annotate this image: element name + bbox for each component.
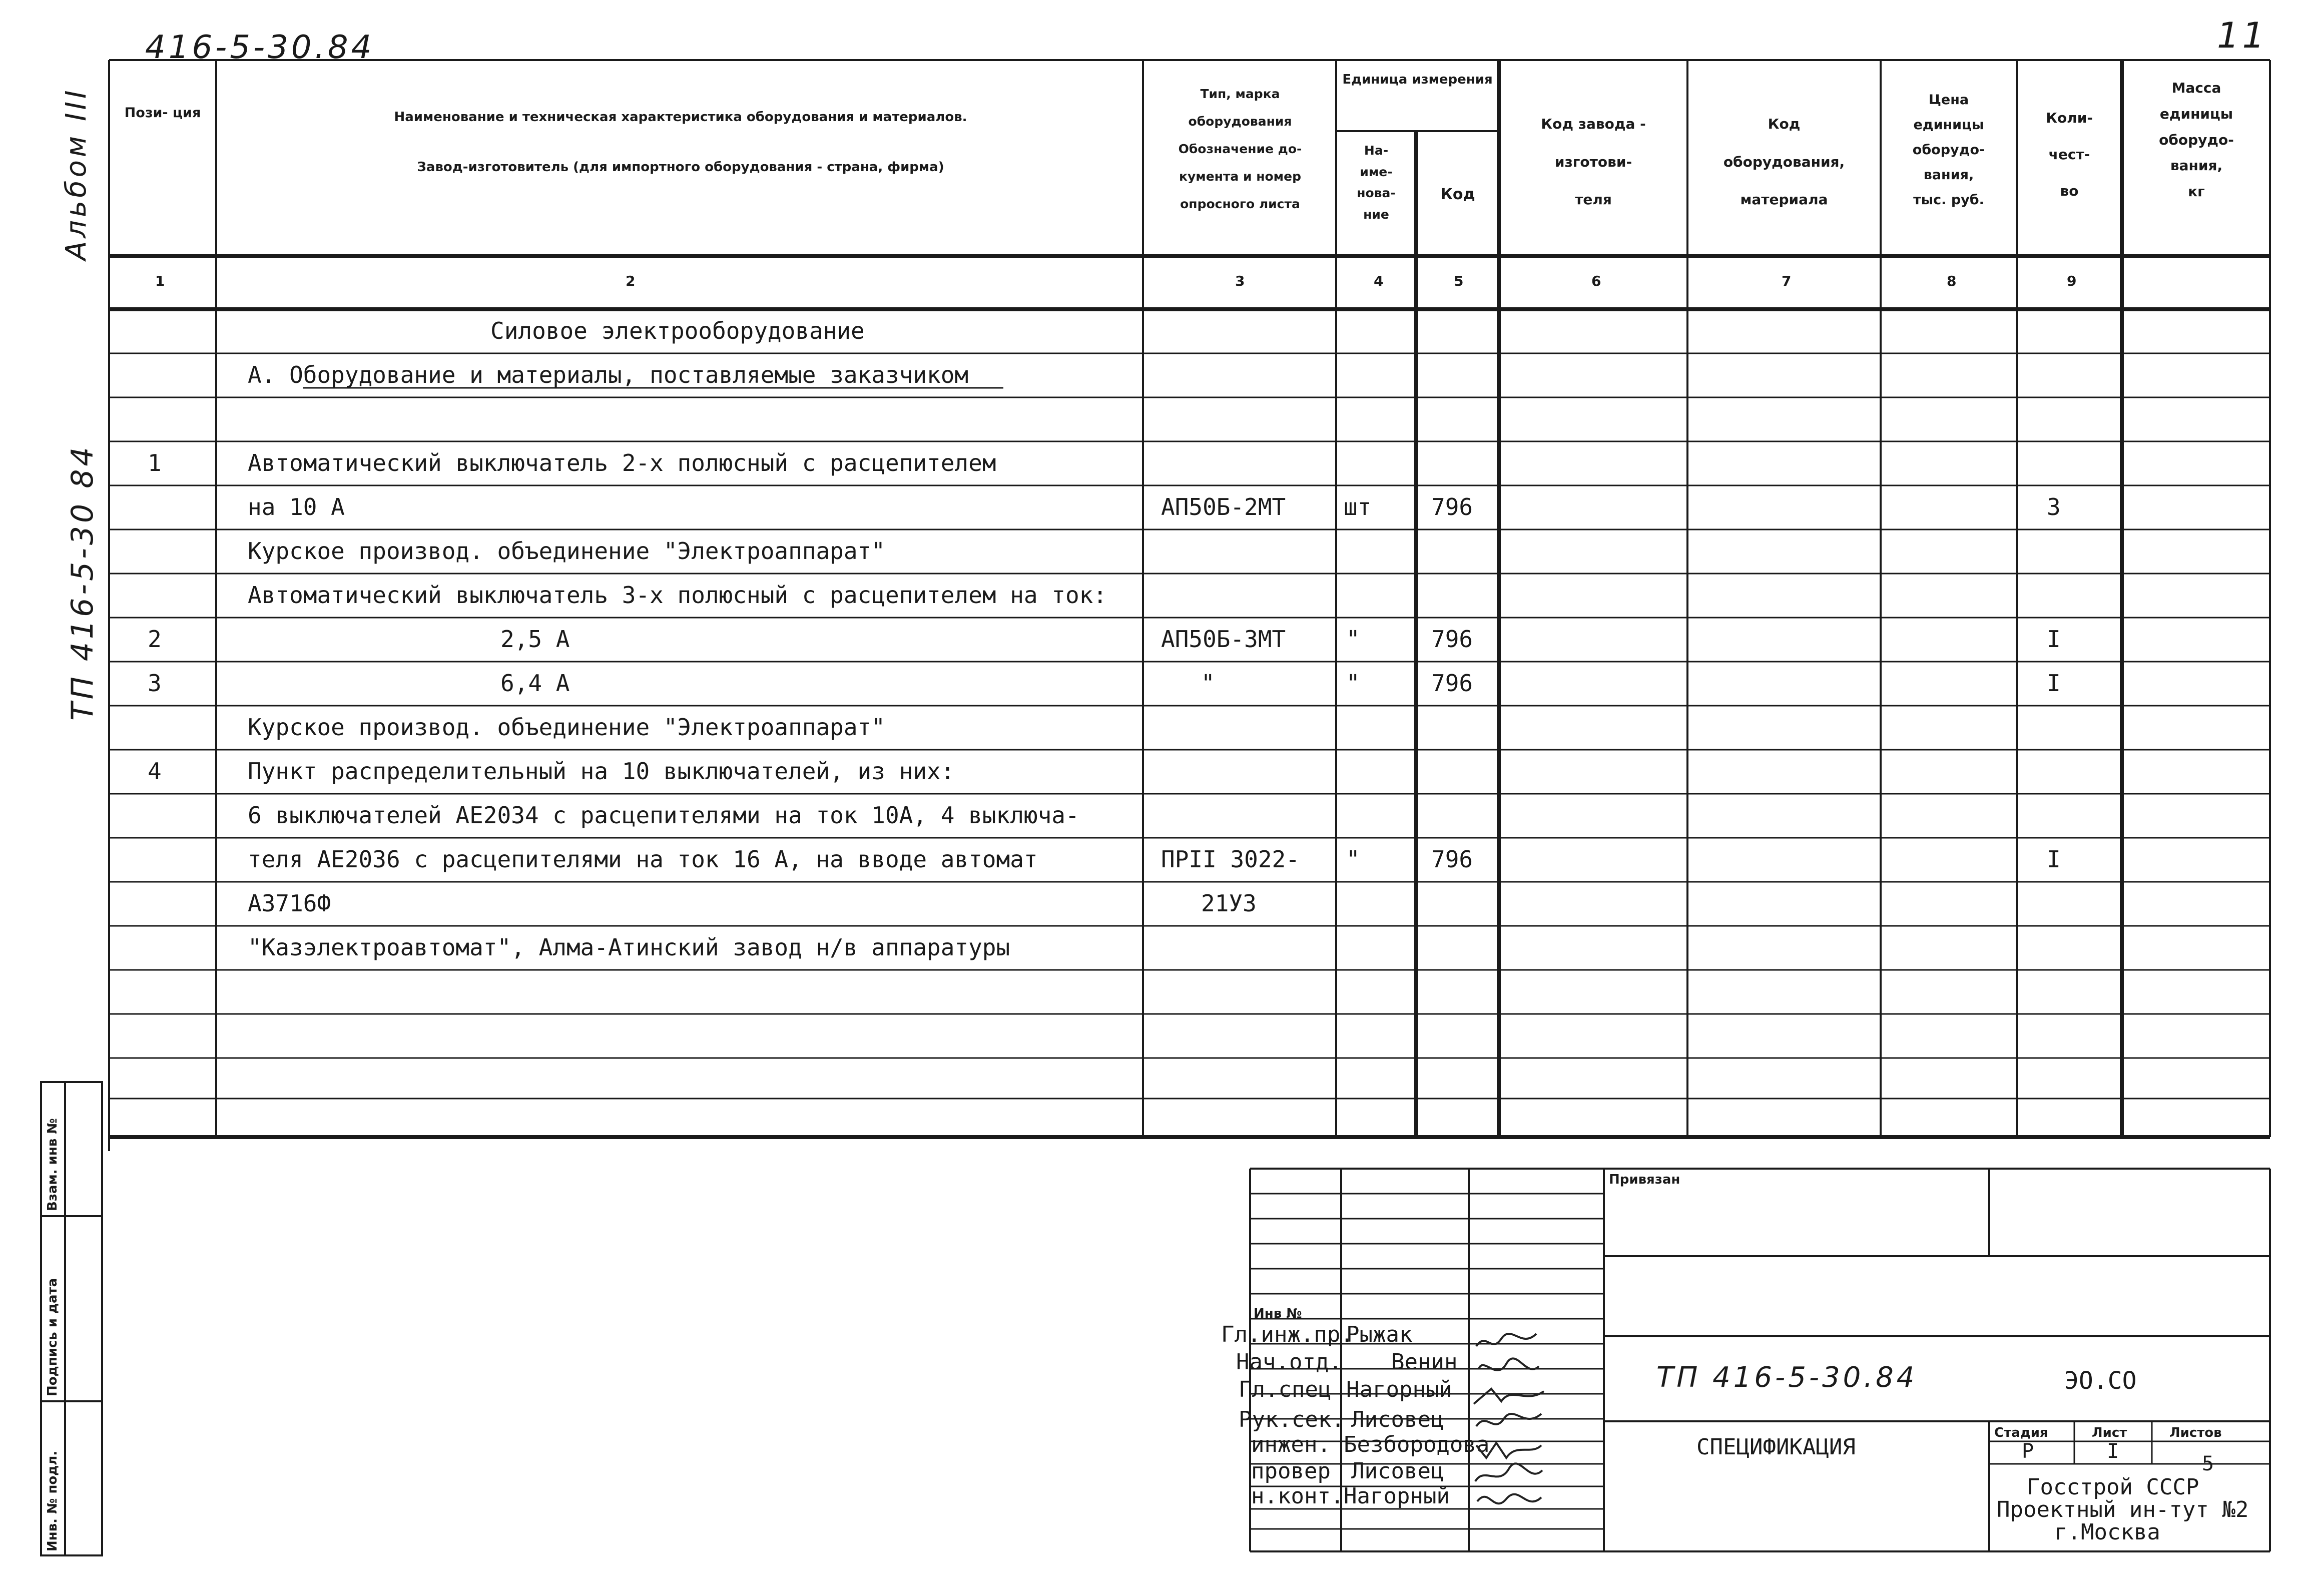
- row-quantity: I: [2047, 626, 2061, 653]
- col-number: 4: [1374, 273, 1384, 289]
- staff-role: Рук.сек.: [1239, 1407, 1345, 1432]
- header-unit-name: На- име- нова- ние: [1357, 143, 1396, 222]
- staff-role: Гл.спец: [1239, 1377, 1332, 1402]
- staff-name: Безбородова: [1344, 1432, 1490, 1457]
- header-equipment-code: Код оборудования, материала: [1723, 116, 1845, 208]
- row-name: 6 выключателей АЕ2034 с расцепителями на ток 10А, 4 выключа-: [248, 802, 1079, 829]
- row-name: А3716Ф: [248, 890, 331, 917]
- sheet-value: I: [2107, 1440, 2119, 1463]
- stamp-vzam-inv: Взам. инв №: [45, 1118, 60, 1211]
- signature: [1471, 1326, 1546, 1356]
- title-sheet-code: ЭО.СО: [2064, 1367, 2137, 1395]
- sheets-label: Листов: [2169, 1425, 2222, 1440]
- doc-code-handwritten: 416-5-30.84: [145, 29, 375, 66]
- org-line3: г.Москва: [2054, 1519, 2160, 1545]
- row-unit: ": [1346, 846, 1360, 873]
- staff-name: Лисовец: [1351, 1458, 1444, 1484]
- row-name: Курское производ. объединение "Электроаппарат": [248, 538, 885, 565]
- stamp-inv-podl: Инв. № подл.: [45, 1450, 60, 1551]
- col-number: 7: [1782, 273, 1792, 289]
- row-position: 1: [148, 449, 162, 476]
- privyazan-label: Привязан: [1609, 1172, 1680, 1187]
- row-quantity: I: [2047, 846, 2061, 873]
- row-name: Пункт распределительный на 10 выключателей, из них:: [248, 758, 955, 785]
- row-quantity: 3: [2047, 493, 2061, 520]
- staff-name: Нагорный: [1346, 1377, 1452, 1402]
- row-unit-code: 796: [1431, 626, 1473, 653]
- row-name: Автоматический выключатель 3-х полюсный с расцепителем на ток:: [248, 582, 1107, 609]
- staff-name: Нагорный: [1344, 1483, 1450, 1509]
- row-type: ": [1201, 670, 1215, 697]
- row-name: 6,4 А: [500, 670, 570, 697]
- sheets-value: 5: [2202, 1452, 2214, 1475]
- page-number: 11: [2217, 15, 2268, 56]
- header-position: Пози- ция: [124, 105, 201, 121]
- staff-role: провер: [1251, 1458, 1331, 1484]
- row-unit: ": [1346, 626, 1360, 653]
- stamp-podpis-data: Подпись и дата: [45, 1278, 60, 1396]
- col-number: 1: [155, 273, 165, 289]
- row-unit-code: 796: [1431, 493, 1473, 520]
- header-type: Тип, марка оборудования Обозначение до- кумента и номер опросного листа: [1178, 87, 1302, 211]
- document-title: СПЕЦИФИКАЦИЯ: [1696, 1434, 1856, 1460]
- org-line2: Проектный ин-тут №2: [1997, 1497, 2249, 1522]
- album-label: Альбом III: [60, 87, 93, 260]
- row-unit-code: 796: [1431, 670, 1473, 697]
- staff-role: Гл.инж.пр.: [1221, 1322, 1354, 1347]
- staff-role: инжен.: [1251, 1432, 1331, 1457]
- header-unit-code: Код: [1440, 186, 1475, 203]
- signature: [1471, 1409, 1546, 1439]
- row-name: 2,5 А: [500, 626, 570, 653]
- header-price: Цена единицы оборудо- вания, тыс. руб.: [1912, 92, 1985, 208]
- col-number: 2: [626, 273, 636, 289]
- sheet-label: Лист: [2092, 1425, 2127, 1440]
- section-title: Силовое электрооборудование: [490, 317, 865, 344]
- signature: [1471, 1486, 1546, 1516]
- col-number: 5: [1454, 273, 1464, 289]
- header-mass: Масса единицы оборудо- вания, кг: [2159, 80, 2234, 200]
- header-name-line2: Завод-изготовитель (для импортного оборудования - страна, фирма): [417, 160, 944, 175]
- staff-name: Венин: [1391, 1349, 1458, 1375]
- signature: [1471, 1354, 1546, 1384]
- inv-no-label: Инв №: [1254, 1306, 1302, 1321]
- col-number: 6: [1591, 273, 1601, 289]
- staff-role: Нач.отд.: [1236, 1349, 1342, 1375]
- row-name: "Казэлектроавтомат", Алма-Атинский завод н/в аппаратуры: [248, 934, 1010, 961]
- side-doc-code: ТП 416-5-30 84: [65, 444, 100, 721]
- staff-role: н.конт.: [1251, 1483, 1344, 1509]
- row-name: Курское производ. объединение "Электроаппарат": [248, 714, 885, 741]
- subsection-title: А. Оборудование и материалы, поставляемые заказчиком: [248, 361, 969, 388]
- org-line1: Госстрой СССР: [2027, 1474, 2199, 1500]
- signature: [1471, 1435, 1546, 1465]
- row-name: Автоматический выключатель 2-х полюсный с расцепителем: [248, 449, 996, 476]
- row-type: АП50Б-2МТ: [1161, 493, 1286, 520]
- row-type: АП50Б-3МТ: [1161, 626, 1286, 653]
- stage-label: Стадия: [1994, 1425, 2048, 1440]
- row-name: теля АЕ2036 с расцепителями на ток 16 А, на вводе автомат: [248, 846, 1038, 873]
- row-position: 4: [148, 758, 162, 785]
- row-unit: шт: [1344, 493, 1372, 520]
- header-quantity: Коли- чест- во: [2046, 110, 2093, 199]
- staff-name: Рыжак: [1346, 1322, 1413, 1347]
- stage-value: Р: [2022, 1440, 2034, 1463]
- col-number: 9: [2067, 273, 2077, 289]
- staff-name: Лисовец: [1351, 1407, 1444, 1432]
- row-position: 2: [148, 626, 162, 653]
- header-name-line1: Наименование и техническая характеристика оборудования и материалов.: [394, 110, 967, 125]
- header-factory-code: Код завода - изготови- теля: [1541, 116, 1646, 208]
- col-number: 8: [1947, 273, 1957, 289]
- row-type: ПРII 3022-: [1161, 846, 1300, 873]
- row-type: 21У3: [1201, 890, 1257, 917]
- row-unit-code: 796: [1431, 846, 1473, 873]
- row-position: 3: [148, 670, 162, 697]
- row-name: на 10 А: [248, 493, 345, 520]
- col-number: 3: [1235, 273, 1245, 289]
- row-quantity: I: [2047, 670, 2061, 697]
- signature: [1471, 1381, 1546, 1411]
- row-unit: ": [1346, 670, 1360, 697]
- header-unit-group: Единица измерения: [1342, 72, 1493, 87]
- title-doc-code: ТП 416-5-30.84: [1656, 1361, 1918, 1394]
